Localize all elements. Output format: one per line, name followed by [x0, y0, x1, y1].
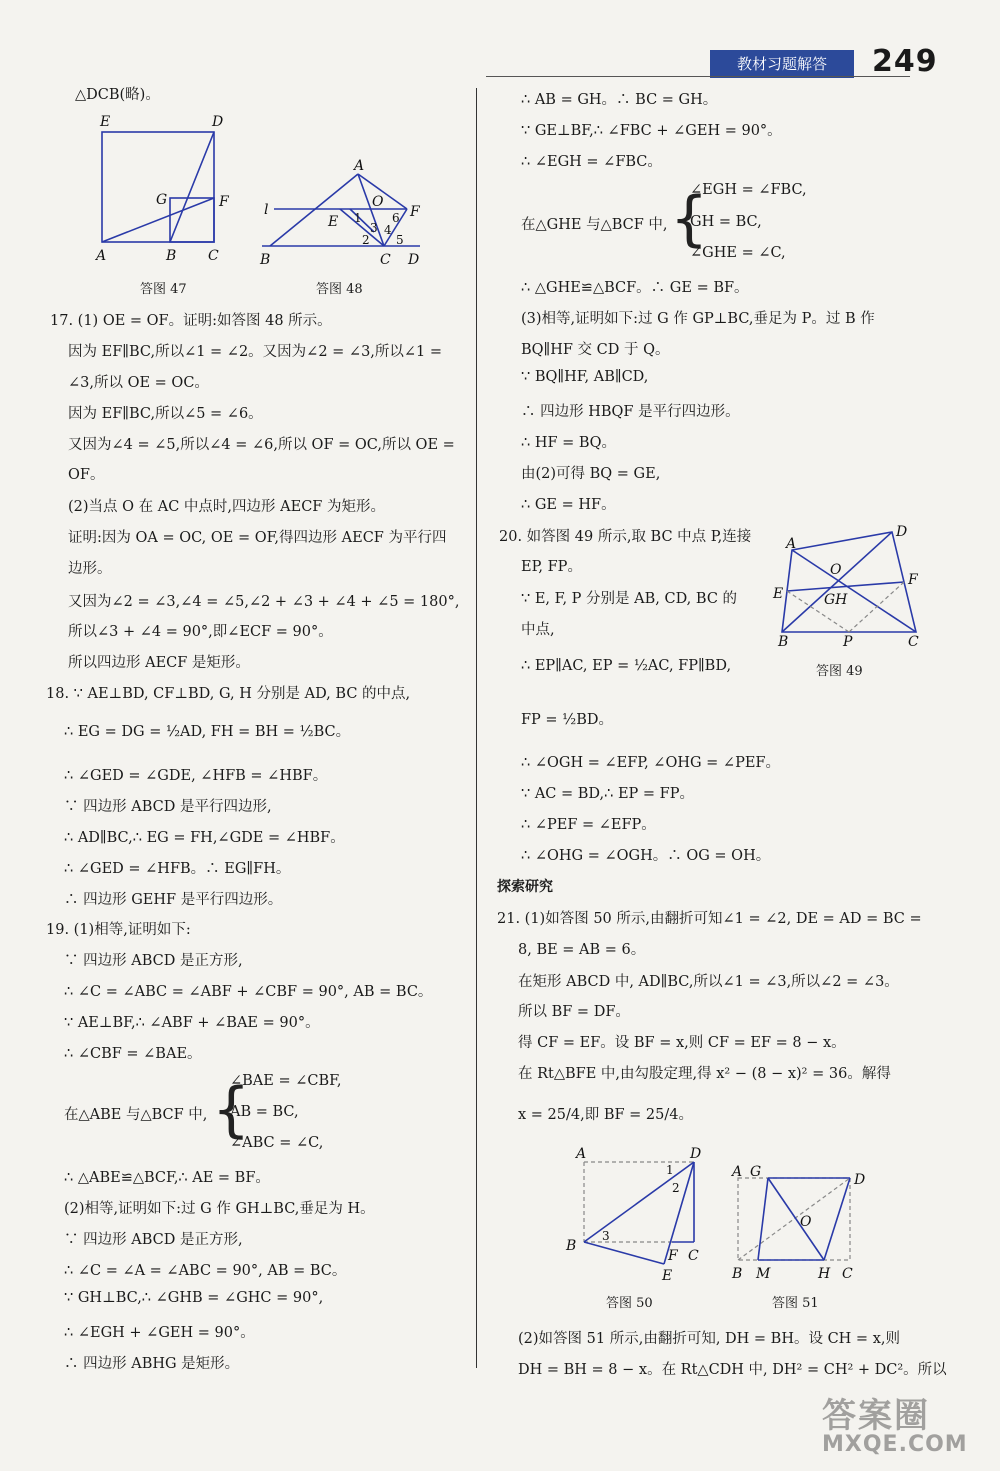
text-line: ∵ 四边形 ABCD 是正方形, [64, 1232, 243, 1248]
problem-20: 20. 如答图 49 所示,取 BC 中点 P,连接 [499, 529, 752, 545]
text-line: ∴ GE = HF。 [521, 497, 616, 513]
fig49-label-A: A [786, 536, 797, 552]
fig49-label-C: C [908, 634, 919, 650]
fig50-label-B: B [566, 1238, 577, 1254]
fig51-label-O: O [800, 1214, 812, 1230]
text-line: ∴ EG = DG = ½AD, FH = BH = ½BC。 [64, 724, 351, 740]
text-line: ∴ 四边形 GEHF 是平行四边形。 [64, 892, 283, 908]
text-line: ∴ 四边形 ABHG 是矩形。 [64, 1356, 240, 1372]
text-line: 在矩形 ABCD 中, AD∥BC,所以∠1 = ∠3,所以∠2 = ∠3。 [518, 974, 899, 990]
figure-48 [252, 152, 432, 270]
text-line: ∵ BQ∥HF, AB∥CD, [521, 369, 649, 385]
fig47-label-B: B [166, 248, 177, 264]
text-line: ∵ AE⊥BF,∴ ∠ABF + ∠BAE = 90°。 [64, 1015, 320, 1031]
system-line: ∠GHE = ∠C, [690, 245, 786, 261]
fig51-label-B: B [732, 1266, 743, 1282]
text-line: FP = ½BD。 [521, 712, 614, 728]
text-line: ∴ HF = BQ。 [521, 435, 616, 451]
fig49-label-B: B [778, 634, 789, 650]
figure-48-caption: 答图 48 [316, 282, 363, 297]
text-line: ∴ ∠C = ∠ABC = ∠ABF + ∠CBF = 90°, AB = BC。 [64, 984, 433, 1000]
fig47-label-C: C [208, 248, 219, 264]
left-system-brace: { [212, 1075, 251, 1145]
watermark-logo: 答案圈 [822, 1396, 930, 1436]
text-line: ∴ AD∥BC,∴ EG = FH,∠GDE = ∠HBF。 [64, 830, 345, 846]
figure-47 [92, 110, 242, 270]
figure-50-caption: 答图 50 [606, 1296, 653, 1311]
watermark-url: MXQE.COM [822, 1432, 968, 1457]
figure-47-caption: 答图 47 [140, 282, 187, 297]
figure-49 [770, 520, 928, 652]
fig49-label-E: E [773, 586, 784, 602]
site-watermark [822, 1388, 968, 1457]
fig48-angle-3: 3 [370, 221, 378, 235]
fig51-label-H: H [818, 1266, 831, 1282]
text-line: (2)如答图 51 所示,由翻折可知, DH = BH。设 CH = x,则 [518, 1331, 900, 1347]
text-line: ∵ AC = BD,∴ EP = FP。 [521, 786, 695, 802]
fig50-label-F: F [668, 1248, 678, 1264]
text-line: ∵ GH⊥BC,∴ ∠GHB = ∠GHC = 90°, [64, 1290, 324, 1306]
fig48-label-F: F [410, 204, 420, 220]
column-divider [476, 88, 477, 1368]
fig48-label-C: C [380, 252, 391, 268]
text-line: x = 25/4,即 BF = 25/4。 [518, 1107, 693, 1123]
system-line: ∠EGH = ∠FBC, [690, 182, 807, 198]
text-line: ∵ 四边形 ABCD 是平行四边形, [64, 799, 272, 815]
right-system-brace: { [670, 184, 709, 254]
text-line: ∴ 四边形 HBQF 是平行四边形。 [521, 404, 740, 420]
fig49-label-P: P [843, 634, 853, 650]
text-line: △DCB(略)。 [75, 87, 160, 103]
fig51-label-M: M [756, 1266, 771, 1282]
text-line: (3)相等,证明如下:过 G 作 GP⊥BC,垂足为 P。过 B 作 [521, 311, 875, 327]
fig47-label-F: F [219, 194, 229, 210]
fig48-angle-6: 6 [392, 211, 400, 225]
fig48-label-B: B [260, 252, 271, 268]
fig48-angle-2: 2 [362, 233, 370, 247]
text-line: ∠3,所以 OE = OC。 [68, 375, 209, 391]
fig49-label-O: O [830, 562, 842, 578]
fig47-label-A: A [96, 248, 107, 264]
text-line: ∴ EP∥AC, EP = ½AC, FP∥BD, [521, 658, 732, 674]
fig49-label-F: F [908, 572, 918, 588]
fig48-label-E: E [328, 214, 339, 230]
text-line: ∴ ∠EGH + ∠GEH = 90°。 [64, 1325, 255, 1341]
fig51-label-G: G [750, 1164, 762, 1180]
text-line: ∴ ∠GED = ∠GDE, ∠HFB = ∠HBF。 [64, 768, 328, 784]
text-line: OF。 [68, 467, 105, 483]
text-line: 所以四边形 AECF 是矩形。 [68, 655, 250, 671]
figure-51-caption: 答图 51 [772, 1296, 819, 1311]
header-rule [486, 76, 910, 77]
fig47-label-E: E [100, 114, 111, 130]
text-line: 因为 EF∥BC,所以∠5 = ∠6。 [68, 406, 263, 422]
system-line: AB = BC, [230, 1104, 299, 1120]
fig48-angle-1: 1 [354, 211, 362, 225]
fig50-angle-3: 3 [602, 1229, 610, 1243]
text-line: ∴ AB = GH。∴ BC = GH。 [521, 92, 718, 108]
text-line: (2)相等,证明如下:过 G 作 GH⊥BC,垂足为 H。 [64, 1201, 375, 1217]
text-line: 在△GHE 与△BCF 中, [521, 217, 668, 233]
text-line: ∴ △GHE≌△BCF。∴ GE = BF。 [521, 280, 749, 296]
fig48-label-D: D [408, 252, 420, 268]
problem-21: 21. (1)如答图 50 所示,由翻折可知∠1 = ∠2, DE = AD = BC = [497, 911, 922, 927]
figure-50 [560, 1142, 710, 1284]
fig48-label-A: A [354, 158, 365, 174]
text-line: DH = BH = 8 − x。在 Rt△CDH 中, DH² = CH² + DC²。所以 [518, 1362, 947, 1378]
fig51-label-D: D [854, 1172, 866, 1188]
text-line: 在△ABE 与△BCF 中, [64, 1107, 208, 1123]
text-line: 中点, [521, 622, 555, 638]
text-line: ∴ ∠GED = ∠HFB。∴ EG∥FH。 [64, 861, 291, 877]
text-line: ∴ ∠OGH = ∠EFP, ∠OHG = ∠PEF。 [521, 755, 780, 771]
text-line: EP, FP。 [521, 559, 582, 575]
text-line: ∴ ∠CBF = ∠BAE。 [64, 1046, 202, 1062]
fig50-angle-2: 2 [672, 1181, 680, 1195]
text-line: 又因为∠2 = ∠3,∠4 = ∠5,∠2 + ∠3 + ∠4 + ∠5 = 180°, [68, 594, 460, 610]
fig48-label-O: O [372, 194, 384, 210]
fig48-angle-4: 4 [384, 223, 392, 237]
text-line: 在 Rt△BFE 中,由勾股定理,得 x² − (8 − x)² = 36。解得 [518, 1066, 891, 1082]
figure-49-caption: 答图 49 [816, 664, 863, 679]
fig50-label-C: C [688, 1248, 699, 1264]
text-line: 所以 BF = DF。 [518, 1004, 630, 1020]
fig50-label-D: D [690, 1146, 702, 1162]
system-line: GH = BC, [690, 214, 762, 230]
text-line: BQ∥HF 交 CD 于 Q。 [521, 342, 670, 358]
text-line: ∴ ∠EGH = ∠FBC。 [521, 154, 662, 170]
text-line: 边形。 [68, 561, 112, 577]
fig48-angle-5: 5 [396, 233, 404, 247]
text-line: ∵ E, F, P 分别是 AB, CD, BC 的 [521, 591, 738, 607]
problem-17: 17. (1) OE = OF。证明:如答图 48 所示。 [50, 313, 332, 329]
fig50-angle-1: 1 [666, 1163, 674, 1177]
text-line: 得 CF = EF。设 BF = x,则 CF = EF = 8 − x。 [518, 1035, 846, 1051]
page-number: 249 [872, 44, 938, 79]
text-line: 因为 EF∥BC,所以∠1 = ∠2。又因为∠2 = ∠3,所以∠1 = [68, 344, 443, 360]
fig49-label-GH: GH [824, 592, 848, 608]
section-heading: 探索研究 [497, 879, 553, 895]
text-line: 由(2)可得 BQ = GE, [521, 466, 661, 482]
text-line: ∴ ∠PEF = ∠EFP。 [521, 817, 656, 833]
figure-51 [728, 1158, 874, 1284]
problem-18: 18. ∵ AE⊥BD, CF⊥BD, G, H 分别是 AD, BC 的中点, [46, 686, 411, 702]
fig51-label-C: C [842, 1266, 853, 1282]
fig50-label-A: A [576, 1146, 587, 1162]
text-line: ∴ ∠OHG = ∠OGH。∴ OG = OH。 [521, 848, 771, 864]
text-line: 所以∠3 + ∠4 = 90°,即∠ECF = 90°。 [68, 624, 333, 640]
text-line: ∵ 四边形 ABCD 是正方形, [64, 953, 243, 969]
fig47-label-G: G [156, 192, 168, 208]
text-line: ∵ GE⊥BF,∴ ∠FBC + ∠GEH = 90°。 [521, 123, 782, 139]
text-line: 8, BE = AB = 6。 [518, 942, 646, 958]
problem-19: 19. (1)相等,证明如下: [46, 922, 191, 938]
fig49-label-D: D [896, 524, 908, 540]
text-line: ∴ ∠C = ∠A = ∠ABC = 90°, AB = BC。 [64, 1263, 347, 1279]
fig48-label-l: l [264, 202, 269, 218]
fig51-label-A: A [732, 1164, 743, 1180]
system-line: ∠BAE = ∠CBF, [230, 1073, 342, 1089]
text-line: 又因为∠4 = ∠5,所以∠4 = ∠6,所以 OF = OC,所以 OE = [68, 437, 455, 453]
text-line: ∴ △ABE≌△BCF,∴ AE = BF。 [64, 1170, 270, 1186]
text-line: (2)当点 O 在 AC 中点时,四边形 AECF 为矩形。 [68, 499, 385, 515]
fig47-label-D: D [212, 114, 224, 130]
text-line: 证明:因为 OA = OC, OE = OF,得四边形 AECF 为平行四 [68, 530, 447, 546]
fig50-label-E: E [662, 1268, 673, 1284]
section-tab: 教材习题解答 [710, 50, 854, 78]
system-line: ∠ABC = ∠C, [230, 1135, 324, 1151]
